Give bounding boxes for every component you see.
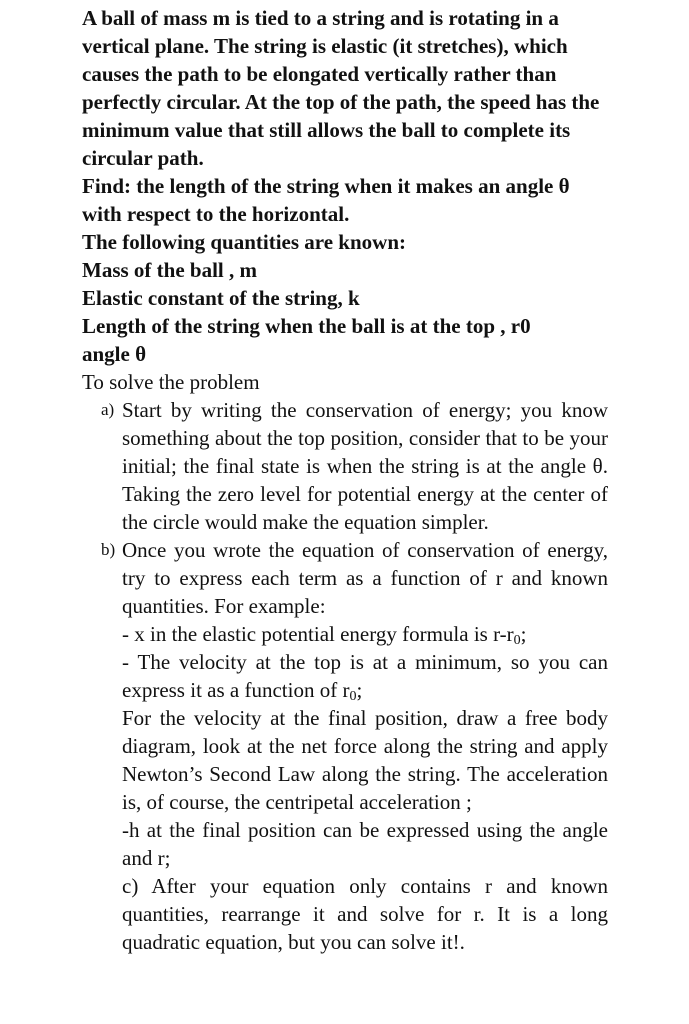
step-b-x-line: - x in the elastic potential energy formula is $r-r_0$; bbox=[122, 622, 527, 648]
known-length-top: Length of the string when the ball is at the top , r0 bbox=[82, 314, 531, 338]
known-elastic-constant: Elastic constant of the string, k bbox=[82, 286, 360, 310]
solve-heading: To solve the problem bbox=[82, 370, 260, 394]
problem-find: Find: the length of the string when it makes an angle θ with respect to the horizontal. bbox=[82, 174, 570, 226]
problem-statement-block bbox=[82, 4, 612, 368]
step-c: c) After your equation only contains r and known quantities, rearrange it and solve for r. It is a long quadratic equation, but you can solve it!. bbox=[122, 874, 608, 954]
step-b-velocity-line: - The velocity at the top is at a minimum, so you can express it as a function of $r_0$; bbox=[122, 650, 608, 704]
problem-statement: A ball of mass m is tied to a string and is rotating in a vertical plane. The string is elastic (it stretches), which causes the path to be elongated vertically rather than perfectly circular. At the top of the path, the speed has the minimum value that still allows the ball to complete its circular path. bbox=[82, 6, 600, 170]
known-mass: Mass of the ball , m bbox=[82, 258, 257, 282]
known-heading: The following quantities are known: bbox=[82, 230, 406, 254]
step-a-marker: a) bbox=[101, 400, 115, 419]
step-b-marker: b) bbox=[101, 540, 116, 559]
step-a-text: Start by writing the conservation of energy; you know something about the top position, consider that to be your initial; the final state is when the string is at the angle θ. Taking the zero level for potential energy at the center of the circle would make the equation simpler. bbox=[122, 398, 608, 534]
step-b bbox=[101, 536, 608, 872]
known-angle: angle θ bbox=[82, 342, 147, 366]
problem-document bbox=[82, 4, 612, 956]
step-b-free-body: For the velocity at the final position, draw a free body diagram, look at the net force along the string and apply Newton’s Second Law along the string. The acceleration is, of course, the centripetal acceleration ; bbox=[122, 706, 608, 814]
step-b-h-line: -h at the final position can be expressed using the angle and r; bbox=[122, 818, 608, 870]
step-b-intro: Once you wrote the equation of conservation of energy, try to express each term as a function of r and known quantities. For example: bbox=[122, 538, 608, 618]
step-a bbox=[101, 396, 608, 536]
